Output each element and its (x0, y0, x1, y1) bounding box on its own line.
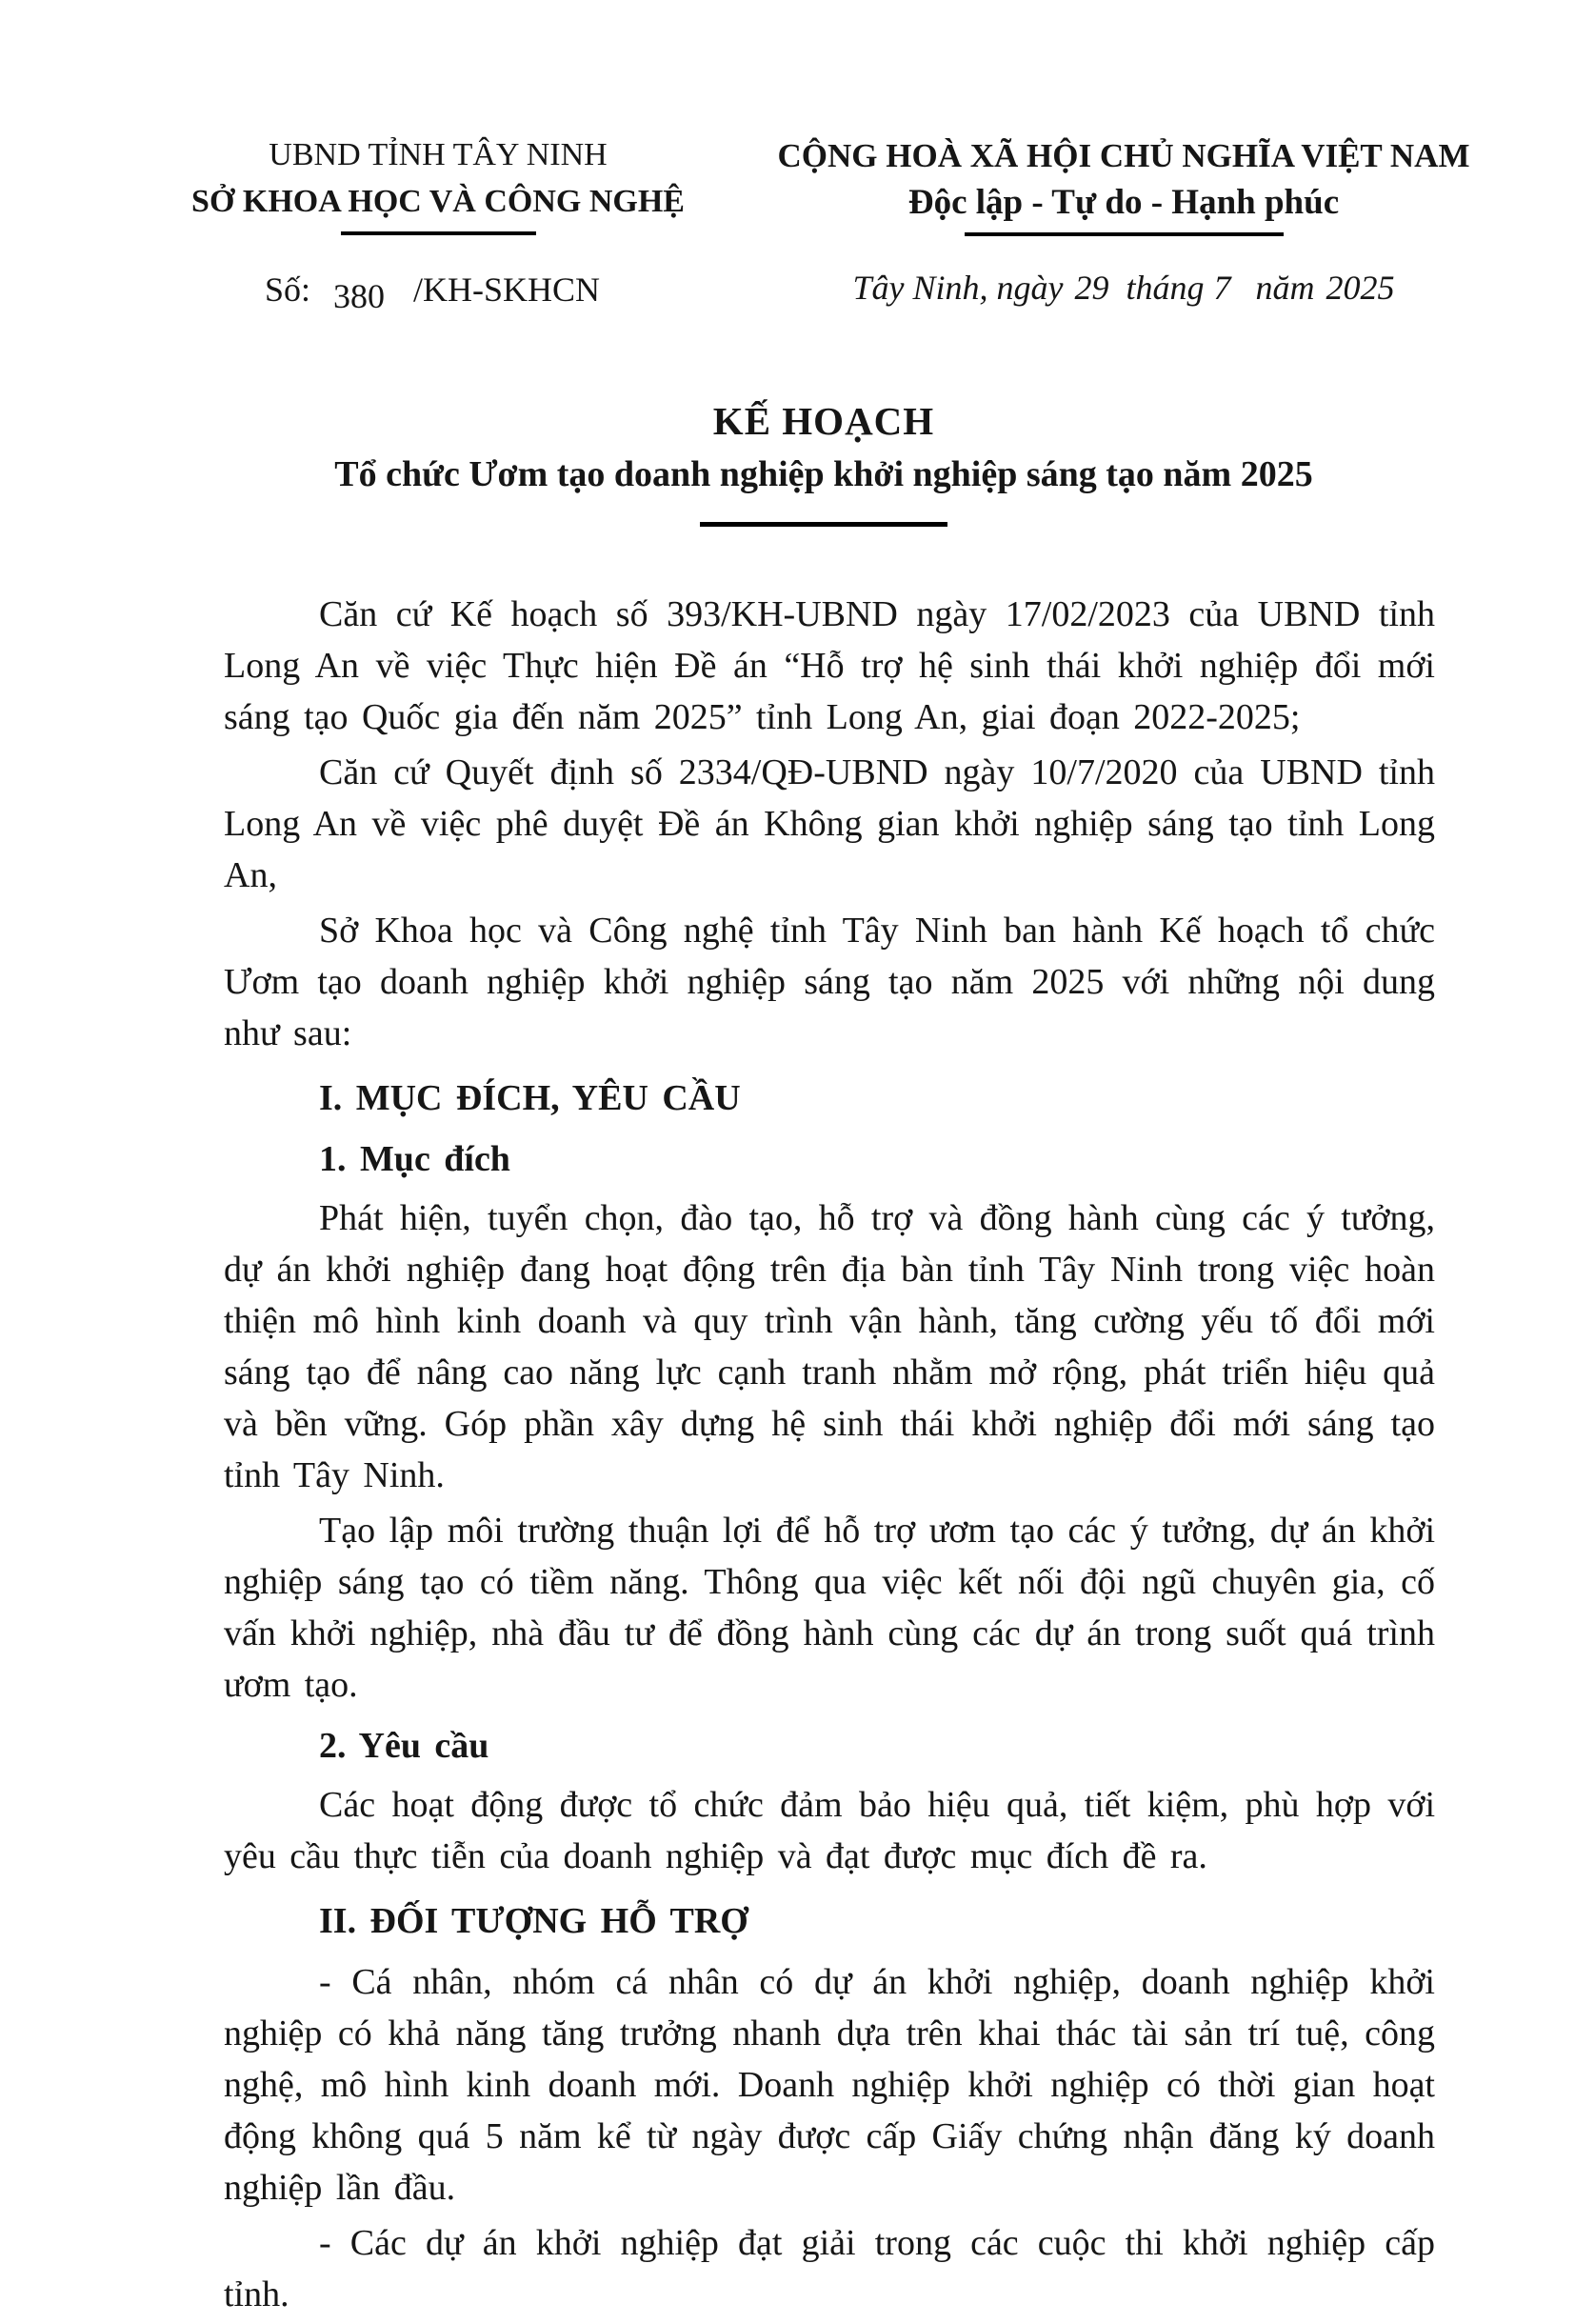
paragraph: - Cá nhân, nhóm cá nhân có dự án khởi nghiệp, doanh nghiệp khởi nghiệp có khả năng tăng trưởng nhanh dựa trên khai thác tài sản trí tuệ, công nghệ, mô hình kinh doanh mới. Doanh nghiệp khởi nghiệp có thời gian hoạt động không quá 5 năm kể từ ngày được cấp Giấy chứng nhận đăng ký doanh nghiệp lần đầu. (224, 1962, 1435, 2208)
date-year: 2025 (1326, 269, 1395, 307)
header-right-rule (965, 232, 1284, 236)
document-subtitle: Tổ chức Ươm tạo doanh nghiệp khởi nghiệp sáng tạo năm 2025 (334, 454, 1313, 494)
subsection-heading: 2. Yêu cầu (319, 1726, 489, 1766)
document-title: KẾ HOẠCH (712, 399, 935, 443)
paragraph: Tạo lập môi trường thuận lợi để hỗ trợ ươm tạo các ý tưởng, dự án khởi nghiệp sáng tạo có tiềm năng. Thông qua việc kết nối đội ngũ chuyên gia, cố vấn khởi nghiệp, nhà đầu tư để đồng hành cùng các dự án trong suốt quá trình ươm tạo. (224, 1511, 1435, 1705)
date-place: Tây Ninh, ngày (852, 269, 1064, 307)
paragraph: Căn cứ Kế hoạch số 393/KH-UBND ngày 17/02/2023 của UBND tỉnh Long An về việc Thực hiện Đề án “Hỗ trợ hệ sinh thái khởi nghiệp đổi mới sáng tạo Quốc gia đến năm 2025” tỉnh Long An, giai đoạn 2022-2025; (224, 594, 1435, 737)
title-block (205, 398, 1443, 527)
paragraph: Các hoạt động được tổ chức đảm bảo hiệu quả, tiết kiệm, phù hợp với yêu cầu thực tiễn của doanh nghiệp và đạt được mục đích đề ra. (224, 1785, 1435, 1876)
paragraph: Sở Khoa học và Công nghệ tỉnh Tây Ninh ban hành Kế hoạch tổ chức Ươm tạo doanh nghiệp khởi nghiệp sáng tạo năm 2025 với những nội dung như sau: (224, 911, 1435, 1053)
document-number-line (265, 270, 601, 315)
date-day: 29 (1074, 269, 1109, 307)
document-number-label: Số: (265, 270, 311, 309)
date-year-label: năm (1255, 269, 1315, 307)
header-left-block (143, 135, 733, 235)
date-month-label: tháng (1126, 269, 1205, 307)
issuing-authority-parent: UBND TỈNH TÂY NINH (269, 137, 608, 172)
subsection-heading: 1. Mục đích (319, 1139, 510, 1179)
header-right-block (757, 135, 1490, 310)
document-number-suffix: /KH-SKHCN (413, 270, 601, 309)
national-header-line: CỘNG HOÀ XÃ HỘI CHỦ NGHĨA VIỆT NAM (777, 137, 1470, 174)
document-body (224, 589, 1435, 2324)
paragraph: Căn cứ Quyết định số 2334/QĐ-UBND ngày 10/7/2020 của UBND tỉnh Long An về việc phê duyệt Đề án Không gian khởi nghiệp sáng tạo tỉnh Long An, (224, 752, 1435, 895)
national-motto-line: Độc lập - Tự do - Hạnh phúc (907, 182, 1340, 222)
paragraph: Phát hiện, tuyển chọn, đào tạo, hỗ trợ và đồng hành cùng các ý tưởng, dự án khởi nghiệp đang hoạt động trên địa bàn tỉnh Tây Ninh trong việc hoàn thiện mô hình kinh doanh và quy trình vận hành, tăng cường yếu tố đổi mới sáng tạo để nâng cao năng lực cạnh tranh nhằm mở rộng, phát triển hiệu quả và bền vững. Góp phần xây dựng hệ sinh thái khởi nghiệp đổi mới sáng tạo tỉnh Tây Ninh. (224, 1198, 1435, 1495)
section-heading: I. MỤC ĐÍCH, YÊU CẦU (319, 1078, 741, 1118)
section-heading: II. ĐỐI TƯỢNG HỖ TRỢ (319, 1901, 748, 1941)
paragraph: - Các dự án khởi nghiệp đạt giải trong các cuộc thi khởi nghiệp cấp tỉnh. (224, 2223, 1435, 2314)
document-number-value: 380 (333, 277, 386, 315)
date-month: 7 (1213, 269, 1231, 307)
header-left-rule (341, 231, 536, 235)
date-line (757, 267, 1490, 310)
title-rule (700, 522, 947, 527)
issuing-authority-name: SỞ KHOA HỌC VÀ CÔNG NGHỆ (191, 183, 685, 219)
